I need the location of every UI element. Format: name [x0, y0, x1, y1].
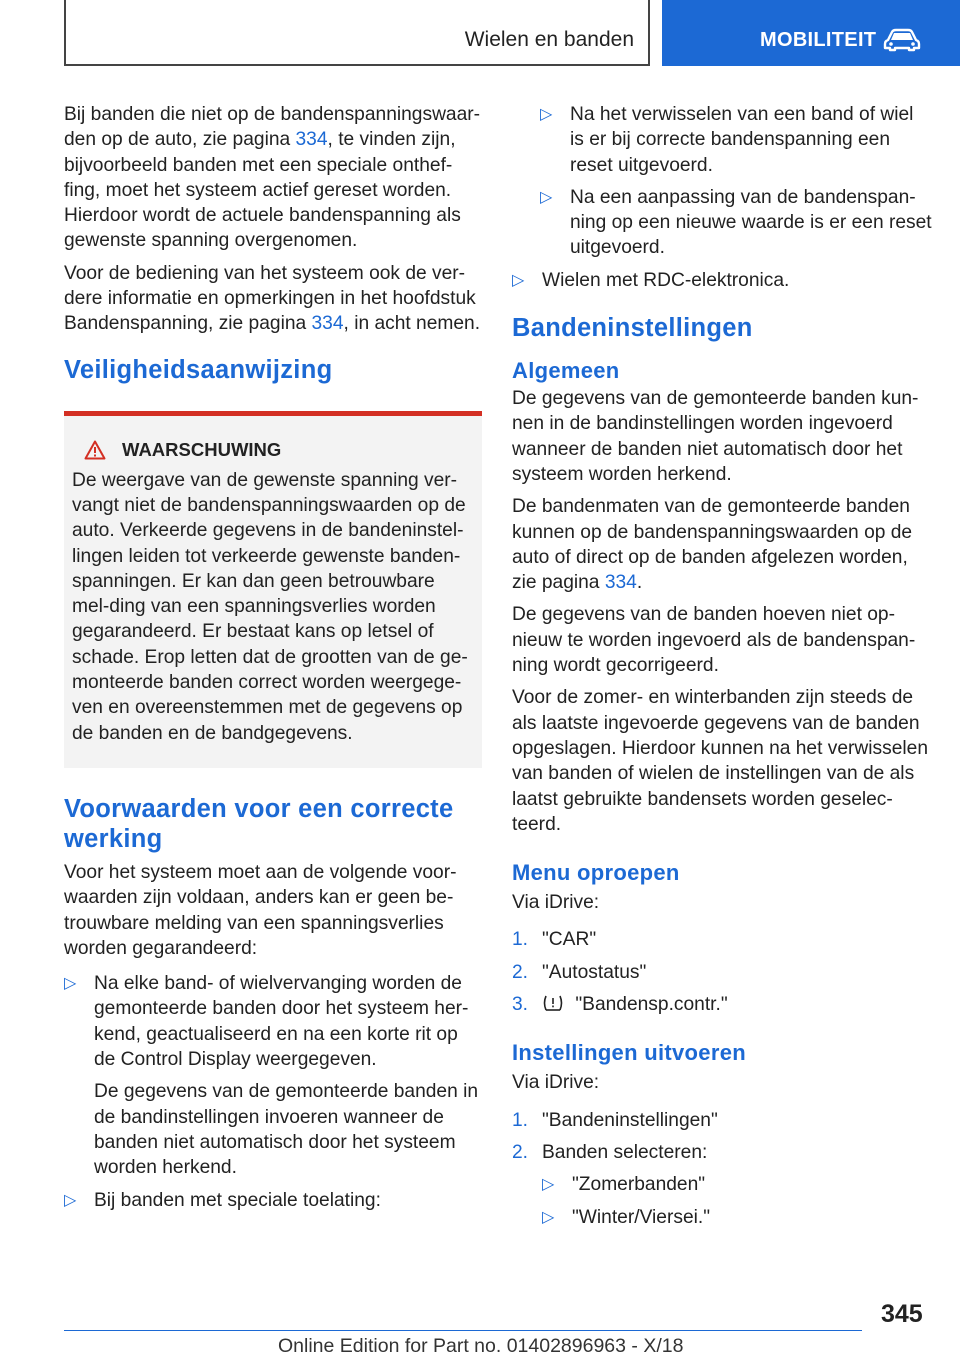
execute-intro: Via iDrive:	[512, 1072, 600, 1094]
general-heading: Algemeen	[512, 358, 620, 384]
bullet-marker: ▷	[64, 975, 77, 993]
list-item: ▷ Na het verwisselen van een band of wiel is er bij correcte bandenspanning een reset uitgevoerd.	[540, 104, 914, 176]
general-paragraph-4: Voor de zomer- en winterbanden zijn steeds de als laatste ingevoerde gegevens van de banden opgeslagen. Hierdoor kunnen na het verwisselen van banden of wielen de instellingen van de als laatst gebruikte bandensets worden geselec-teerd.	[512, 687, 928, 835]
step-number: 1.	[512, 929, 529, 951]
warning-box	[64, 411, 482, 768]
general-paragraph-1: De gegevens van de gemonteerde banden kun-nen in de bandinstellingen worden ingevoerd wanneer de banden niet automatisch door het systeem worden herkend.	[512, 388, 919, 485]
requirements-list	[64, 971, 482, 1213]
menu-intro: Via iDrive:	[512, 892, 600, 914]
warning-title-row	[84, 438, 474, 462]
general-paragraph-3: De gegevens van de banden hoeven niet op-nieuw te worden ingevoerd als de bandenspan-ning wordt gecorrigeerd.	[512, 604, 916, 677]
warning-triangle-icon	[84, 440, 106, 460]
list-item: ▷ "Zomerbanden"	[542, 1172, 932, 1197]
warning-text: De weergave van de gewenste spanning ver-vangt niet de bandenspanningswaarden op de auto. Verkeerde gegevens in de bandeninstel-lingen leiden tot verkeerde gewenste banden-spanningen. Er kan dan geen betrouwbare mel-ding van een spanningsverlies worden gegarandeerd. Er bestaat kans op letsel of schade. Erop letten dat de grootten van de ge-monteerde banden correct worden weergege-ven en overeenstemmen met de gegevens op de banden en de bandgegevens.	[72, 469, 468, 744]
menu-steps	[512, 927, 932, 1017]
tire-pressure-icon	[542, 993, 564, 1013]
footer-divider	[64, 1330, 862, 1331]
list-item: ▷ Na een aanpassing van de bandenspan-ning op een nieuwe waarde is er een reset uitgevoerd.	[540, 186, 932, 259]
list-item: 2. Banden selecteren: ▷ "Zomerbanden" ▷ "Winter/Viersei."	[512, 1140, 932, 1230]
list-item: ▷ Bij banden met speciale toelating:	[64, 1188, 482, 1213]
step-number: 3.	[512, 994, 529, 1016]
special-tire-sublist	[512, 102, 932, 261]
step-number: 2.	[512, 961, 529, 983]
settings-heading: Bandeninstellingen	[512, 314, 753, 343]
car-icon	[883, 28, 921, 52]
menu-heading: Menu oproepen	[512, 860, 680, 886]
page-link-334[interactable]: 334	[604, 572, 637, 594]
bullet-marker: ▷	[542, 1176, 555, 1194]
list-item: 1. "CAR"	[512, 927, 932, 952]
right-column	[512, 102, 932, 1237]
header-chapter-tab	[662, 0, 960, 66]
bullet-marker: ▷	[512, 271, 525, 289]
bullet-marker: ▷	[540, 188, 553, 206]
header-chapter-title: MOBILITEIT	[760, 29, 877, 51]
bullet-marker: ▷	[540, 106, 553, 123]
step-number: 2.	[512, 1141, 529, 1163]
list-item: ▷ "Winter/Viersei."	[542, 1205, 932, 1230]
requirements-heading: Voorwaarden voor een correcte werking	[64, 794, 454, 853]
execute-steps	[512, 1108, 932, 1230]
requirements-list-cont	[512, 268, 932, 293]
requirements-intro: Voor het systeem moet aan de volgende voor-waarden zijn voldaan, anders kan er geen be-trouwbare melding van een spanningsverlies worden gegarandeerd:	[64, 861, 457, 959]
intro-paragraph-1: Bij banden die niet op de bandenspanningswaar-den op de auto, zie pagina 334, te vinden zijn, bijvoorbeeld banden met een speciale onthef-fing, moet het systeem actief gereset worden. Hierdoor wordt de actuele bandenspanning als gewenste spanning overgenomen.	[64, 104, 481, 252]
list-item: ▷ Wielen met RDC-elektronica.	[512, 268, 932, 293]
header-section-title: Wielen en banden	[464, 28, 634, 51]
page-number: 345	[881, 1300, 923, 1328]
page-link-334[interactable]: 334	[295, 129, 328, 151]
general-paragraph-2: De bandenmaten van de gemonteerde banden kunnen op de bandenspanningswaarden op de auto of direct op de banden afgelezen worden, zie pagina 334.	[512, 496, 913, 594]
bullet-marker: ▷	[64, 1191, 77, 1209]
execute-heading: Instellingen uitvoeren	[512, 1040, 746, 1066]
footer-text: Online Edition for Part no. 01402896963 - X/18	[278, 1335, 684, 1357]
header-section-tab	[64, 0, 650, 66]
list-item: 3. "Bandensp.contr."	[512, 992, 932, 1017]
step-number: 1.	[512, 1109, 529, 1131]
list-item: 1. "Bandeninstellingen"	[512, 1108, 932, 1133]
bullet-marker: ▷	[542, 1208, 555, 1226]
safety-heading: Veiligheidsaanwijzing	[64, 355, 333, 384]
tire-type-sublist	[542, 1172, 932, 1230]
list-item: 2. "Autostatus"	[512, 960, 932, 985]
list-item: ▷ Na elke band- of wielvervanging worden de gemonteerde banden door het systeem her-kend, geactualiseerd en na een korte rit op de Control Display weergegeven. De gegevens van de gemonteerde banden in de bandinstellingen invoeren wanneer de banden niet automatisch door het systeem worden herkend.	[64, 973, 479, 1179]
intro-paragraph-2: Voor de bediening van het systeem ook de ver-dere informatie en opmerkingen in het hoofdstuk Bandenspanning, zie pagina 334, in acht nemen.	[64, 262, 481, 335]
left-column	[64, 102, 482, 1220]
warning-title: WAARSCHUWING	[122, 439, 282, 461]
page-link-334[interactable]: 334	[311, 313, 344, 335]
